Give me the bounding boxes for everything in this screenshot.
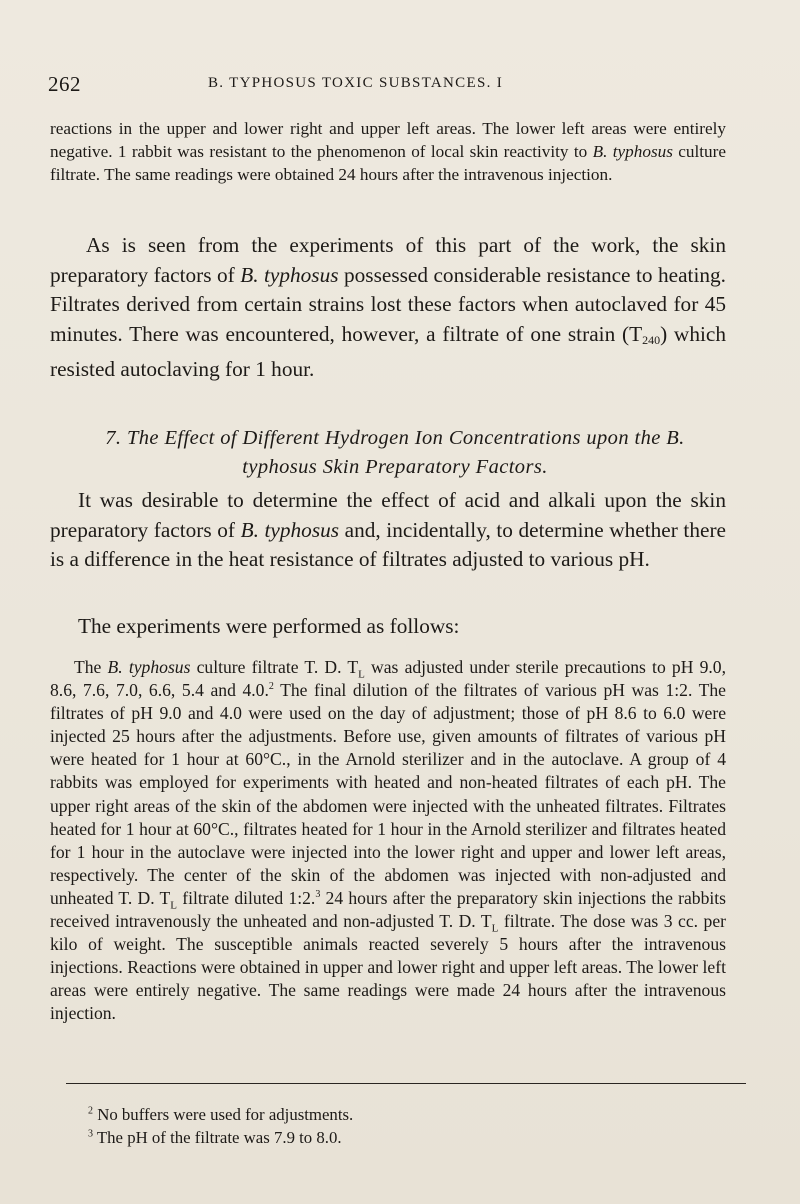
section-heading-line: typhosus Skin Preparatory Factors. — [242, 456, 548, 478]
paragraph-text: 24 hours after the preparatory skin injections the rabbits received intravenously the unheated and non-adjusted T. D. T — [50, 887, 726, 932]
footnote-marker: 2 — [88, 1105, 93, 1117]
strain-subscript: 240 — [642, 332, 661, 347]
paragraph-text: The experiments were performed as follows: — [78, 614, 460, 638]
footnote-text: No buffers were used for adjustments. — [97, 1105, 354, 1124]
paragraph-text: culture filtrate T. D. T — [190, 657, 359, 677]
species-name: B. typhosus — [240, 517, 340, 542]
species-name: B. typhosus — [592, 142, 673, 161]
footnote-ref: 2 — [268, 681, 274, 693]
paragraph-text: The final dilution of the filtrates of various pH was 1:2. The filtrates of pH 9.0 and 4.0 were used on the day of adjustment; those of pH 8.6 to 6.0 were injected 25 hours after the adjustments. Before use, given amounts of filtrates of various pH were heated for 1 hour at 60°C., in the Arnold sterilizer and in the autoclave. A group of 4 rabbits was employed for experiments with heated and non-heated filtrates of each pH. The upper right areas of the skin of the abdomen were injected with the unheated filtrates. Filtrates heated for 1 hour at 60°C., filtrates heated for 1 hour in the Arnold sterilizer and filtrates heated for 1 hour in the autoclave were injected into the lower right and upper and lower left areas, respectively. The center of the skin of the abdomen was injected with non-adjusted and unheated T. D. T — [50, 680, 726, 908]
species-name: B. typhosus — [240, 262, 339, 287]
footnote — [88, 1127, 342, 1149]
paragraph-text: possessed considerable resistance to heating. Filtrates derived from certain strains lost these factors when autoclaved for 45 minutes. There was encountered, however, a filtrate of one strain (T — [50, 262, 726, 346]
section-heading — [50, 424, 740, 482]
paragraph-text: The — [74, 657, 108, 677]
footnote-text: The pH of the filtrate was 7.9 to 8.0. — [96, 1128, 342, 1147]
subscript: L — [170, 899, 177, 912]
paragraph-text: filtrate diluted 1:2. — [176, 887, 316, 908]
page-number: 262 — [48, 72, 81, 96]
paragraph-text: was adjusted under sterile precautions to pH 9.0, 8.6, 7.6, 7.0, 6.6, 5.4 and 4.0. — [50, 657, 726, 701]
paragraph-continued — [50, 117, 726, 186]
paragraph-text: filtrate. The dose was 3 cc. per kilo of weight. The susceptible animals reacted severely 5 hours after the intravenous injections. Reactions were obtained in upper and lower right and upper left areas. The lower left areas were entirely negative. The same readings were made 24 hours after the intravenous injection. — [50, 911, 726, 1024]
paragraph-text: culture filtrate. The same readings were obtained 24 hours after the intravenous injection. — [50, 142, 726, 184]
paragraph-text: ) which resisted autoclaving for 1 hour. — [50, 321, 726, 381]
experiment-description — [50, 656, 726, 1026]
paragraph-text: As is seen from the experiments of this part of the work, the skin preparatory factors of — [50, 233, 726, 287]
footnote-ref: 3 — [315, 889, 321, 901]
subscript: L — [358, 668, 365, 681]
paragraph-text: It was desirable to determine the effect of acid and alkali upon the skin preparatory factors of — [50, 488, 726, 542]
footnote-divider — [66, 1083, 746, 1084]
footnote — [88, 1104, 353, 1126]
subscript: L — [491, 922, 499, 935]
species-name: B. typhosus — [107, 657, 191, 677]
paragraph-procedure-intro — [50, 612, 726, 642]
footnote-marker: 3 — [88, 1128, 93, 1140]
paragraph-intro — [50, 486, 726, 575]
running-head: B. TYPHOSUS TOXIC SUBSTANCES. I — [208, 75, 503, 91]
paragraph-conclusion — [50, 231, 726, 385]
section-heading-line: 7. The Effect of Different Hydrogen Ion Concentrations upon the B. — [105, 427, 685, 449]
paragraph-text: and, incidentally, to determine whether there is a difference in the heat resistance of filtrates adjusted to various pH. — [50, 517, 726, 571]
page-header — [48, 72, 752, 102]
paragraph-text: reactions in the upper and lower right and upper left areas. The lower left areas were entirely negative. 1 rabbit was resistant to the phenomenon of local skin reactivity to — [50, 119, 726, 161]
